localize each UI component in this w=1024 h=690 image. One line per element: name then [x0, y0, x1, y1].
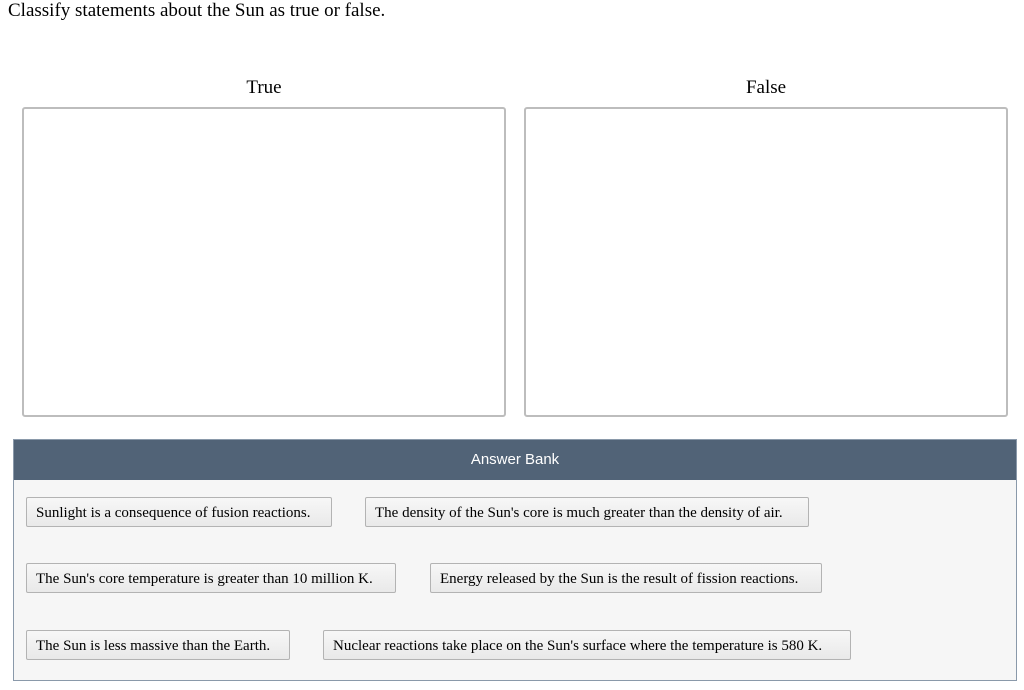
answer-chip-sun-mass[interactable]: The Sun is less massive than the Earth.	[26, 630, 290, 660]
true-drop-zone[interactable]	[22, 107, 506, 417]
false-bin-label: False	[745, 77, 787, 98]
answer-chip-fission-energy[interactable]: Energy released by the Sun is the result of fission reactions.	[430, 563, 822, 593]
instructions-text: Classify statements about the Sun as true or false.	[8, 0, 386, 21]
answer-chip-surface-reactions[interactable]: Nuclear reactions take place on the Sun's surface where the temperature is 580 K.	[323, 630, 851, 660]
answer-chip-core-density[interactable]: The density of the Sun's core is much greater than the density of air.	[365, 497, 809, 527]
answer-chip-fusion-sunlight[interactable]: Sunlight is a consequence of fusion reactions.	[26, 497, 332, 527]
answer-chip-core-temperature[interactable]: The Sun's core temperature is greater than 10 million K.	[26, 563, 396, 593]
false-drop-zone[interactable]	[524, 107, 1008, 417]
true-bin-label: True	[246, 77, 282, 98]
answer-bank-header: Answer Bank	[14, 440, 1016, 480]
answer-bank	[13, 439, 1017, 681]
